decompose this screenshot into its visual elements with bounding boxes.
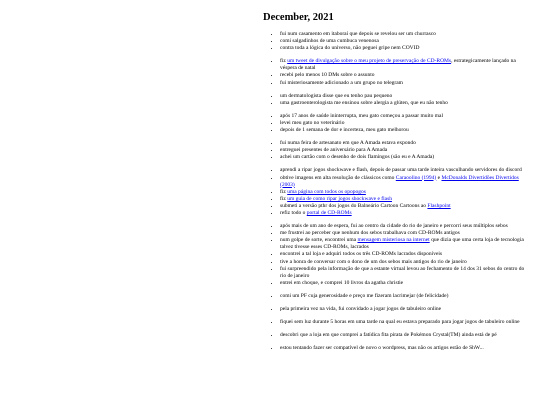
item-text: fui numa feira de artesanato em que A Amada estava expondo — [280, 140, 416, 147]
item-text: fui surpreendido pela informação de que a estante virtual levou ao fechamento de 14 dos 31 sebos do centro do rio de janeiro — [280, 265, 525, 279]
list-item — [280, 203, 531, 210]
item-text: fui misteriosamente adicionado a um grupo no telegram — [280, 79, 403, 86]
inline-link[interactable]: McDonalds Divertidões Divertidos (2003) — [280, 174, 519, 188]
item-text: comi salgadinhos de uma cumbuca venenosa — [280, 38, 379, 45]
item-text: entrei em choque, e comprei 10 livros da agatha christie — [280, 279, 404, 286]
inline-link[interactable]: Caraoolino (1994) — [395, 174, 437, 181]
bullet-list — [263, 140, 531, 161]
item-text: um dermatologista disse que eu tenho pau pequeno — [280, 92, 393, 99]
list-item — [280, 251, 531, 258]
item-text: fiz — [280, 58, 288, 65]
list-item — [280, 72, 531, 79]
list-item — [280, 210, 531, 217]
list-item — [280, 154, 531, 161]
item-text: encontrei a tal loja e adquiri todos os três CD-ROMs lacrados disponíveis — [280, 251, 443, 258]
list-item — [280, 259, 531, 266]
item-text: contra toda a lógica do universo, não peguei gripe nem COVID — [280, 45, 420, 52]
inline-link[interactable]: uma página com todos os opopogos — [287, 188, 366, 195]
item-text: entreguei presentes de aniversário para A Amada — [280, 147, 388, 154]
item-text: que dizia que uma certa loja de tecnologia talvez tivesse esses CD-ROMs, lacrados — [280, 237, 524, 251]
item-text: aprendi a ripar jogos shockwave e flash, depois de passar uma tarde inteira vasculhando servidores do discord — [280, 167, 522, 174]
item-text: fiz — [280, 195, 288, 202]
item-text: estou tentando fazer ser compatível de novo o wordpress, mas não os artigos estão de ShW... — [280, 345, 484, 352]
item-text: descobri que a loja em que comprei a fatídica fita pirata de Pokémon Crystal(TM) ainda está de pé — [280, 332, 497, 339]
list-item — [280, 319, 531, 326]
item-text: , estrategicamente lançado na véspera de natal — [280, 58, 516, 72]
inline-link[interactable]: um guia de como ripar jogos shockwave e flash — [287, 195, 392, 202]
item-text: achei um cartão com o desenho de dois flamingos (são eu e A Amada) — [280, 154, 435, 161]
page-heading: December, 2021 — [263, 12, 334, 23]
bullet-list — [263, 345, 531, 352]
list-item — [280, 140, 531, 147]
inline-link[interactable]: mensagem misteriosa na internet — [357, 237, 430, 244]
list-item — [280, 332, 531, 339]
item-text: num golpe de sorte, encontrei uma — [280, 237, 358, 244]
list-item — [280, 266, 531, 280]
item-text: levei meu gato no veterinário — [280, 119, 345, 126]
item-text: me frustrei ao perceber que nenhum dos sebos trabalhava com CD-ROMs antigos — [280, 230, 460, 237]
list-item — [280, 127, 531, 134]
item-text: depois de 1 semana de dor e incerteza, meu gato melhorou — [280, 127, 409, 134]
item-text: comi um PF cuja generosidade e preço me fizeram lacrimejar (de felicidade) — [280, 292, 449, 299]
item-text: fiz — [280, 188, 288, 195]
list-item — [280, 280, 531, 287]
list-item — [280, 120, 531, 127]
bullet-list — [263, 332, 531, 339]
item-text: tive a honra de conversar com o dono de um dos sebos mais antigos do rio de janeiro — [280, 258, 467, 265]
list-item — [280, 230, 531, 237]
bullet-list — [263, 319, 531, 326]
bullet-list — [263, 223, 531, 287]
inline-link[interactable]: um tweet de divulgação sobre o meu projeto de preservação de CD-ROMs — [287, 58, 452, 65]
bullet-list — [263, 93, 531, 107]
item-text: fui num casamento em itaboraí que depois se revelou ser um churrasco — [280, 31, 436, 37]
post-content — [263, 0, 531, 358]
bullet-list — [263, 167, 531, 217]
list-item — [280, 345, 531, 352]
list-item — [280, 80, 531, 87]
item-text: e — [436, 174, 442, 181]
list-item — [280, 175, 531, 189]
item-text: obtive imagens em alta resolução de clássicos como — [280, 174, 396, 181]
bullet-list — [263, 31, 531, 52]
list-item — [280, 293, 531, 300]
bullet-list — [263, 306, 531, 313]
bullet-groups — [263, 31, 531, 352]
item-text: submeti a versão pthr dos jogos do Balneário Cartoon Cartoons ao — [280, 202, 428, 209]
list-item — [280, 189, 531, 196]
inline-link[interactable]: Flashpoint — [427, 202, 451, 209]
list-item — [280, 58, 531, 72]
bullet-list — [263, 58, 531, 86]
list-item — [280, 45, 531, 52]
list-item — [280, 237, 531, 251]
item-text: fiquei sem luz durante 5 horas em uma tarde na qual eu estava preparado para jogar jogos de tabuleiro online — [280, 319, 520, 326]
bullet-list — [263, 293, 531, 300]
list-item — [280, 167, 531, 174]
inline-link[interactable]: portal de CD-ROMs — [306, 209, 352, 216]
list-item — [280, 113, 531, 120]
list-item — [280, 93, 531, 100]
item-text: após 17 anos de saúde ininterrupta, meu gato começou a passar muito mal — [280, 112, 443, 119]
list-item — [280, 306, 531, 313]
bullet-list — [263, 113, 531, 134]
item-text: uma gastroenterologista me ensinou sobre alergia a glúten, que eu não tenho — [280, 99, 448, 106]
list-item — [280, 196, 531, 203]
list-item — [280, 31, 531, 38]
list-item — [280, 100, 531, 107]
item-text: recebi pelo menos 10 DMs sobre o assunto — [280, 72, 375, 79]
item-text: refiz todo o — [280, 209, 307, 216]
item-text: pela primeira vez na vida, fui convidado a jogar jogos de tabuleiro online — [280, 306, 442, 312]
list-item — [280, 38, 531, 45]
item-text: após mais de um ano de espera, fui ao centro da cidade do rio de janeiro e percorri seus múltiplos sebos — [280, 223, 508, 230]
